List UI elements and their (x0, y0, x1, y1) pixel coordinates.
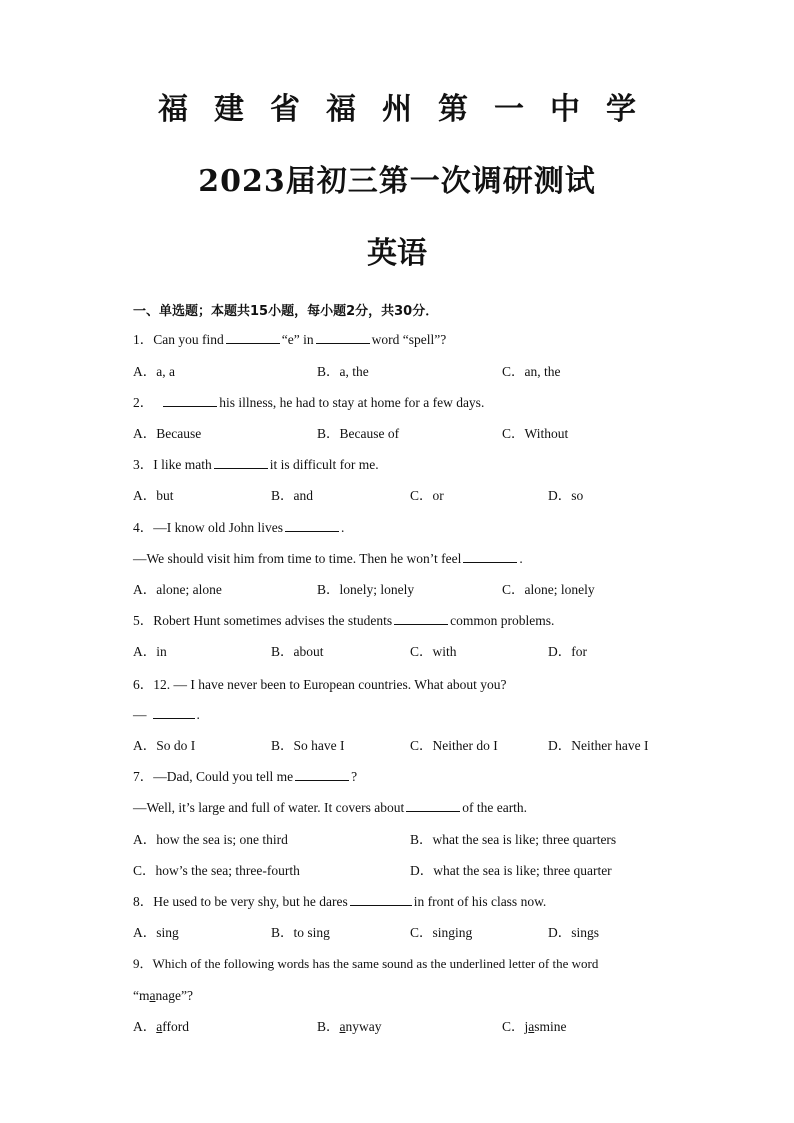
q7-option-c: C．how’s the sea; three-fourth (133, 863, 300, 878)
q2-option-b: B．Because of (317, 426, 400, 441)
q8-option-b: B．to sing (271, 925, 330, 940)
q9-option-b: B．anyway (317, 1019, 382, 1034)
q4-option-b: B．lonely; lonely (317, 582, 415, 597)
question-6: 6．12. — I have never been to European countries. What about you? (133, 677, 507, 692)
q3-option-b: B．and (271, 488, 313, 503)
q5-option-b: B．about (271, 644, 324, 659)
answer-blank (214, 456, 268, 469)
question-8: 8．He used to be very shy, but he dares in front of his class now. (133, 894, 547, 909)
q4-option-c: C．alone; lonely (502, 582, 595, 597)
answer-blank (295, 768, 349, 781)
q6-option-d: D．Neither have I (548, 738, 649, 753)
answer-blank (285, 519, 339, 532)
q6-option-c: C．Neither do I (410, 738, 498, 753)
q4-option-a: A．alone; alone (133, 582, 222, 597)
q6-option-a: A．So do I (133, 738, 196, 753)
answer-blank (394, 612, 448, 625)
question-7: 7．—Dad, Could you tell me ? (133, 769, 358, 784)
question-4: 4．—I know old John lives . (133, 520, 345, 535)
q8-option-d: D．sings (548, 925, 600, 940)
answer-blank (463, 550, 517, 563)
q5-option-a: A．in (133, 644, 167, 659)
q1-option-a: A．a, a (133, 364, 175, 379)
question-4-line-2: —We should visit him from time to time. Then he won’t feel . (133, 551, 523, 566)
q2-option-a: A．Because (133, 426, 202, 441)
question-9-line-2: “manage”? (133, 988, 193, 1003)
q5-option-c: C．with (410, 644, 457, 659)
exam-title: 2023届初三第一次调研测试 (198, 164, 596, 199)
section-heading: 一、单选题；本题共15小题，每小题2分，共30分． (133, 304, 439, 319)
answer-blank (316, 331, 370, 344)
q3-option-c: C．or (410, 488, 444, 503)
question-3: 3．I like math it is difficult for me. (133, 457, 379, 472)
question-5: 5．Robert Hunt sometimes advises the students common problems. (133, 613, 555, 628)
answer-blank (163, 394, 217, 407)
q7-option-a: A．how the sea is; one third (133, 832, 288, 847)
question-1: 1．Can you find “e” in word “spell”? (133, 332, 447, 347)
answer-blank (226, 331, 280, 344)
q2-option-c: C．Without (502, 426, 569, 441)
question-6-line-2: — . (133, 707, 200, 722)
q7-option-b: B．what the sea is like; three quarters (410, 832, 617, 847)
q8-option-c: C．singing (410, 925, 473, 940)
q3-option-d: D．so (548, 488, 584, 503)
question-9: 9．Which of the following words has the same sound as the underlined letter of the word (133, 956, 599, 971)
subject-title: 英语 (367, 236, 427, 271)
question-2: 2． his illness, he had to stay at home for a few days. (133, 395, 485, 410)
school-title: 福建省福州第一中学 (158, 92, 662, 127)
q1-option-b: B．a, the (317, 364, 369, 379)
q5-option-d: D．for (548, 644, 587, 659)
answer-blank (406, 799, 460, 812)
q3-option-a: A．but (133, 488, 174, 503)
q1-option-c: C．an, the (502, 364, 561, 379)
answer-blank (153, 706, 195, 719)
q8-option-a: A．sing (133, 925, 179, 940)
q9-option-c: C．jasmine (502, 1019, 567, 1034)
q9-option-a: A．afford (133, 1019, 189, 1034)
answer-blank (350, 893, 412, 906)
question-7-line-2: —Well, it’s large and full of water. It covers about of the earth. (133, 800, 528, 815)
q7-option-d: D．what the sea is like; three quarter (410, 863, 612, 878)
q6-option-b: B．So have I (271, 738, 345, 753)
